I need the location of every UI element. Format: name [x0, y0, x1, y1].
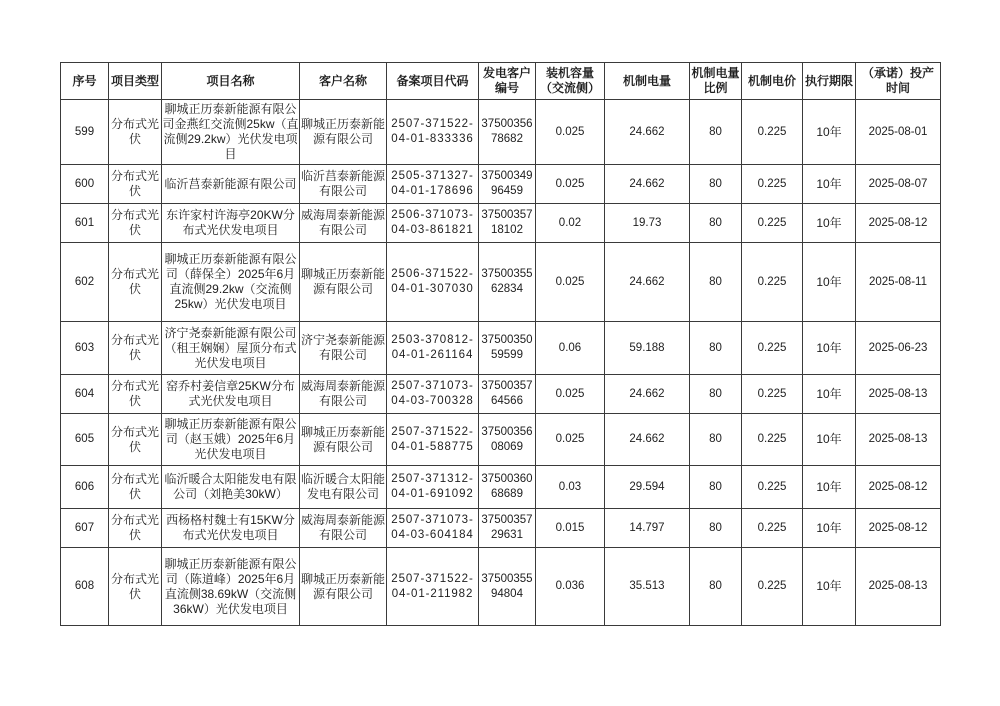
cell-index: 604: [61, 375, 109, 414]
cell-mech-energy: 24.662: [605, 375, 690, 414]
cell-commission-date: 2025-08-12: [856, 204, 941, 243]
cell-index: 605: [61, 414, 109, 466]
cell-mech-energy: 59.188: [605, 322, 690, 375]
cell-type: 分布式光伏: [109, 322, 162, 375]
cell-index: 599: [61, 100, 109, 165]
header-capacity: 装机容量（交流侧）: [536, 63, 605, 100]
cell-customer-no: 3750036068689: [479, 466, 536, 509]
header-customer: 客户名称: [300, 63, 387, 100]
header-customer-no: 发电客户编号: [479, 63, 536, 100]
table-body: [61, 100, 941, 626]
cell-mech-ratio: 80: [690, 165, 742, 204]
cell-name: 窑乔村姜信章25KW分布式光伏发电项目: [162, 375, 300, 414]
cell-mech-price: 0.225: [742, 509, 803, 548]
cell-filing-code: 2506-371522-04-01-307030: [387, 243, 479, 322]
cell-name: 临沂莒泰新能源有限公司: [162, 165, 300, 204]
cell-term: 10年: [803, 100, 856, 165]
cell-type: 分布式光伏: [109, 548, 162, 626]
cell-type: 分布式光伏: [109, 100, 162, 165]
cell-capacity: 0.015: [536, 509, 605, 548]
cell-customer-no: 3750035594804: [479, 548, 536, 626]
cell-mech-price: 0.225: [742, 100, 803, 165]
cell-filing-code: 2503-370812-04-01-261164: [387, 322, 479, 375]
table-row: [61, 548, 941, 626]
cell-type: 分布式光伏: [109, 204, 162, 243]
header-mech-energy: 机制电量: [605, 63, 690, 100]
cell-term: 10年: [803, 414, 856, 466]
cell-customer-no: 3750034996459: [479, 165, 536, 204]
table-row: [61, 100, 941, 165]
cell-mech-ratio: 80: [690, 204, 742, 243]
cell-term: 10年: [803, 243, 856, 322]
cell-mech-energy: 14.797: [605, 509, 690, 548]
cell-term: 10年: [803, 322, 856, 375]
cell-mech-ratio: 80: [690, 243, 742, 322]
table-row: [61, 509, 941, 548]
cell-customer: 聊城正历泰新能源有限公司: [300, 548, 387, 626]
cell-filing-code: 2506-371073-04-03-861821: [387, 204, 479, 243]
table-row: [61, 375, 941, 414]
cell-capacity: 0.025: [536, 414, 605, 466]
cell-mech-price: 0.225: [742, 165, 803, 204]
cell-term: 10年: [803, 375, 856, 414]
table-row: [61, 165, 941, 204]
cell-mech-ratio: 80: [690, 466, 742, 509]
cell-mech-price: 0.225: [742, 414, 803, 466]
cell-filing-code: 2507-371073-04-03-604184: [387, 509, 479, 548]
header-commission-date: （承诺）投产时间: [856, 63, 941, 100]
header-name: 项目名称: [162, 63, 300, 100]
cell-mech-price: 0.225: [742, 322, 803, 375]
cell-capacity: 0.03: [536, 466, 605, 509]
cell-capacity: 0.025: [536, 165, 605, 204]
cell-filing-code: 2507-371073-04-03-700328: [387, 375, 479, 414]
cell-commission-date: 2025-08-13: [856, 375, 941, 414]
cell-commission-date: 2025-08-07: [856, 165, 941, 204]
cell-customer: 聊城正历泰新能源有限公司: [300, 243, 387, 322]
table-header-row: [61, 63, 941, 100]
cell-customer-no: 3750035678682: [479, 100, 536, 165]
table-row: [61, 414, 941, 466]
cell-capacity: 0.06: [536, 322, 605, 375]
cell-name: 聊城正历泰新能源有限公司金燕红交流侧25kw（直流侧29.2kw）光伏发电项目: [162, 100, 300, 165]
table-row: [61, 322, 941, 375]
cell-mech-ratio: 80: [690, 375, 742, 414]
cell-commission-date: 2025-08-13: [856, 548, 941, 626]
cell-commission-date: 2025-08-12: [856, 509, 941, 548]
cell-mech-price: 0.225: [742, 243, 803, 322]
cell-filing-code: 2507-371312-04-01-691092: [387, 466, 479, 509]
cell-customer-no: 3750035764566: [479, 375, 536, 414]
cell-customer-no: 3750035059599: [479, 322, 536, 375]
cell-filing-code: 2507-371522-04-01-833336: [387, 100, 479, 165]
cell-name: 聊城正历泰新能源有限公司（赵玉娥）2025年6月光伏发电项目: [162, 414, 300, 466]
cell-term: 10年: [803, 165, 856, 204]
cell-commission-date: 2025-08-13: [856, 414, 941, 466]
cell-customer: 威海周泰新能源有限公司: [300, 375, 387, 414]
cell-mech-energy: 35.513: [605, 548, 690, 626]
cell-mech-energy: 24.662: [605, 100, 690, 165]
cell-customer: 济宁尧泰新能源有限公司: [300, 322, 387, 375]
header-mech-price: 机制电价: [742, 63, 803, 100]
cell-index: 602: [61, 243, 109, 322]
cell-mech-energy: 24.662: [605, 414, 690, 466]
cell-customer-no: 3750035562834: [479, 243, 536, 322]
cell-index: 600: [61, 165, 109, 204]
document-page: [60, 62, 941, 626]
cell-type: 分布式光伏: [109, 414, 162, 466]
cell-mech-price: 0.225: [742, 375, 803, 414]
cell-commission-date: 2025-06-23: [856, 322, 941, 375]
cell-commission-date: 2025-08-01: [856, 100, 941, 165]
cell-capacity: 0.025: [536, 375, 605, 414]
cell-mech-price: 0.225: [742, 548, 803, 626]
cell-capacity: 0.025: [536, 100, 605, 165]
cell-filing-code: 2505-371327-04-01-178696: [387, 165, 479, 204]
cell-name: 聊城正历泰新能源有限公司（薛保全）2025年6月直流侧29.2kw（交流侧25kw）光伏发电项目: [162, 243, 300, 322]
cell-name: 东许家村许海亭20KW分布式光伏发电项目: [162, 204, 300, 243]
cell-type: 分布式光伏: [109, 466, 162, 509]
cell-customer: 聊城正历泰新能源有限公司: [300, 414, 387, 466]
cell-index: 601: [61, 204, 109, 243]
cell-index: 603: [61, 322, 109, 375]
cell-mech-energy: 24.662: [605, 243, 690, 322]
cell-capacity: 0.025: [536, 243, 605, 322]
cell-customer: 威海周泰新能源有限公司: [300, 509, 387, 548]
cell-filing-code: 2507-371522-04-01-211982: [387, 548, 479, 626]
cell-customer: 威海周泰新能源有限公司: [300, 204, 387, 243]
cell-name: 临沂暖合太阳能发电有限公司（刘艳美30kW）: [162, 466, 300, 509]
cell-mech-ratio: 80: [690, 100, 742, 165]
cell-term: 10年: [803, 204, 856, 243]
header-term: 执行期限: [803, 63, 856, 100]
cell-capacity: 0.036: [536, 548, 605, 626]
cell-type: 分布式光伏: [109, 509, 162, 548]
cell-index: 607: [61, 509, 109, 548]
cell-name: 济宁尧泰新能源有限公司（租王娴娴）屋顶分布式光伏发电项目: [162, 322, 300, 375]
cell-mech-energy: 29.594: [605, 466, 690, 509]
cell-commission-date: 2025-08-12: [856, 466, 941, 509]
header-type: 项目类型: [109, 63, 162, 100]
cell-term: 10年: [803, 548, 856, 626]
project-table: [60, 62, 941, 626]
table-row: [61, 204, 941, 243]
cell-customer-no: 3750035718102: [479, 204, 536, 243]
cell-commission-date: 2025-08-11: [856, 243, 941, 322]
cell-capacity: 0.02: [536, 204, 605, 243]
cell-type: 分布式光伏: [109, 165, 162, 204]
cell-type: 分布式光伏: [109, 375, 162, 414]
cell-mech-ratio: 80: [690, 509, 742, 548]
cell-mech-price: 0.225: [742, 204, 803, 243]
cell-filing-code: 2507-371522-04-01-588775: [387, 414, 479, 466]
cell-mech-energy: 19.73: [605, 204, 690, 243]
cell-customer: 临沂莒泰新能源有限公司: [300, 165, 387, 204]
cell-mech-ratio: 80: [690, 548, 742, 626]
cell-mech-ratio: 80: [690, 414, 742, 466]
cell-customer: 临沂暖合太阳能发电有限公司: [300, 466, 387, 509]
cell-customer: 聊城正历泰新能源有限公司: [300, 100, 387, 165]
cell-term: 10年: [803, 509, 856, 548]
cell-name: 聊城正历泰新能源有限公司（陈道峰）2025年6月直流侧38.69kW（交流侧36kW）光伏发电项目: [162, 548, 300, 626]
cell-term: 10年: [803, 466, 856, 509]
cell-index: 606: [61, 466, 109, 509]
header-filing-code: 备案项目代码: [387, 63, 479, 100]
table-row: [61, 466, 941, 509]
header-mech-ratio: 机制电量比例: [690, 63, 742, 100]
cell-customer-no: 3750035608069: [479, 414, 536, 466]
cell-type: 分布式光伏: [109, 243, 162, 322]
cell-mech-price: 0.225: [742, 466, 803, 509]
table-row: [61, 243, 941, 322]
cell-mech-ratio: 80: [690, 322, 742, 375]
header-index: 序号: [61, 63, 109, 100]
cell-mech-energy: 24.662: [605, 165, 690, 204]
cell-index: 608: [61, 548, 109, 626]
cell-customer-no: 3750035729631: [479, 509, 536, 548]
cell-name: 西杨格村魏士有15KW分布式光伏发电项目: [162, 509, 300, 548]
